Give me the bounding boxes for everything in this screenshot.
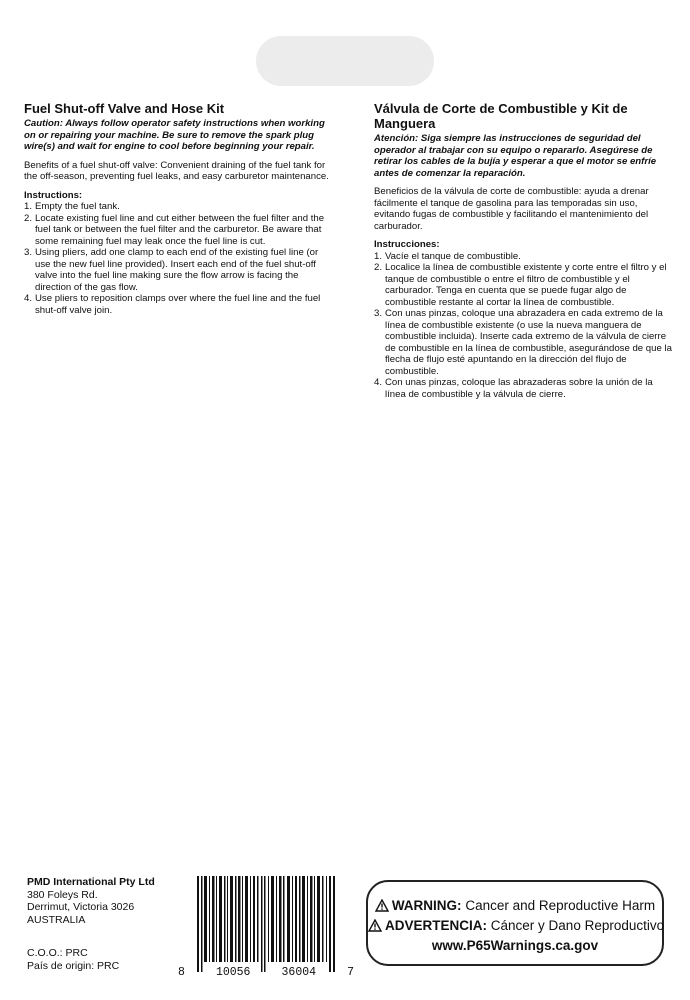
list-item (374, 308, 674, 377)
warning-url: www.P65Warnings.ca.gov (431, 938, 599, 953)
country-of-origin (27, 947, 119, 973)
list-item (374, 251, 674, 263)
spanish-benefits: Beneficios de la válvula de corte de combustible: ayuda a drenar fácilmente el tanque de gasolina para las temporadas sin uso, evitando fugas de combustible y facilitando el mantenimiento del carburador. (374, 186, 649, 232)
step-text: Using pliers, add one clamp to each end of the existing fuel line (or use the new fuel line provided). Insert each end of the fuel shut-off valve into the fuel line making sure the flow arrow is facing the direction of the gas flow. (35, 247, 319, 293)
prop65-warning-box (366, 880, 664, 966)
step-number: 4. (374, 377, 383, 388)
barcode-digit-group: 8 (178, 966, 185, 979)
spanish-caution: Atención: Siga siempre las instrucciones de seguridad del operador al trabajar con su equipo o repararlo. Asegúrese de retirar los cables de la bujía y esperar a que el motor se enfríe antes de comenzar la reparación. (374, 133, 657, 179)
list-item (24, 247, 332, 293)
spanish-section (374, 101, 674, 400)
english-section (24, 101, 332, 316)
barcode-digit-group: 36004 (281, 966, 317, 979)
step-number: 4. (24, 293, 33, 304)
warning-text: Cancer and Reproductive Harm (465, 898, 656, 913)
advertencia-label: ADVERTENCIA: (385, 918, 488, 933)
coo-english: C.O.O.: PRC (27, 947, 88, 959)
spanish-instructions-title: Instrucciones: (374, 239, 440, 250)
spanish-title: Válvula de Corte de Combustible y Kit de Manguera (374, 101, 628, 131)
warning-line-spanish (368, 916, 665, 936)
step-number: 2. (374, 262, 383, 273)
company-country: AUSTRALIA (27, 913, 86, 926)
barcode-image (197, 876, 335, 972)
list-item (24, 213, 332, 248)
step-number: 1. (374, 250, 383, 262)
list-item (374, 377, 674, 400)
step-number: 3. (24, 247, 33, 258)
coo-spanish: País de origin: PRC (27, 960, 120, 972)
hang-hole (256, 36, 434, 86)
english-instructions-title: Instructions: (24, 189, 83, 201)
list-item (24, 201, 332, 213)
company-info (27, 876, 155, 926)
spanish-steps (374, 251, 674, 401)
step-text: Con unas pinzas, coloque una abrazadera en cada extremo de la línea de combustible existente (o use la nueva manguera de combustible incluida). Inserte cada extremo de la válvula de cierre de combustible en la línea de combustible, asegurándose de que la flecha de flujo esté apuntando en la dirección del flujo de combustible. (385, 308, 672, 377)
warning-triangle-icon (368, 919, 382, 932)
list-item (374, 262, 674, 308)
warning-line-english (368, 896, 662, 916)
barcode-digits (178, 966, 354, 979)
barcode-digit-group: 7 (347, 966, 354, 979)
company-address-line1: 380 Foleys Rd. (27, 888, 98, 901)
step-number: 2. (24, 212, 33, 224)
step-text: Con unas pinzas, coloque las abrazaderas sobre la unión de la línea de combustible y la válvula de cierre. (385, 377, 653, 400)
company-name: PMD International Pty Ltd (27, 876, 155, 888)
step-text: Empty the fuel tank. (35, 201, 120, 212)
step-text: Localice la línea de combustible existente y corte entre el filtro y el tanque de combustible o entre el filtro de combustible y el carburador. Tenga en cuenta que se puede fugar algo de combustible restante al cortar la línea de combustible. (385, 262, 667, 308)
company-address-line2: Derrimut, Victoria 3026 (27, 901, 135, 913)
english-title: Fuel Shut-off Valve and Hose Kit (24, 101, 225, 116)
english-benefits: Benefits of a fuel shut-off valve: Convenient draining of the fuel tank for the off-season, preventing fuel leaks, and easy carburetor maintenance. (24, 159, 329, 182)
step-number: 3. (374, 308, 383, 319)
english-steps (24, 201, 332, 316)
list-item (24, 293, 332, 316)
barcode-digit-group: 10056 (215, 966, 251, 979)
english-caution: Caution: Always follow operator safety instructions when working on or repairing your machine. Be sure to remove the spark plug wire(s) and wait for engine to cool before beginning your repair. (24, 118, 325, 152)
step-text: Locate existing fuel line and cut either between the fuel filter and the fuel tank or between the fuel filter and the carburetor. Be aware that some remaining fuel may leak once the fuel line is cut. (35, 212, 325, 247)
step-text: Vacíe el tanque de combustible. (385, 250, 521, 262)
step-number: 1. (24, 201, 33, 212)
step-text: Use pliers to reposition clamps over where the fuel line and the fuel shut-off valve join. (35, 293, 321, 316)
warning-label: WARNING: (391, 898, 462, 913)
warning-triangle-icon (375, 899, 389, 912)
advertencia-text: Cáncer y Dano Reproductivo (490, 918, 665, 933)
